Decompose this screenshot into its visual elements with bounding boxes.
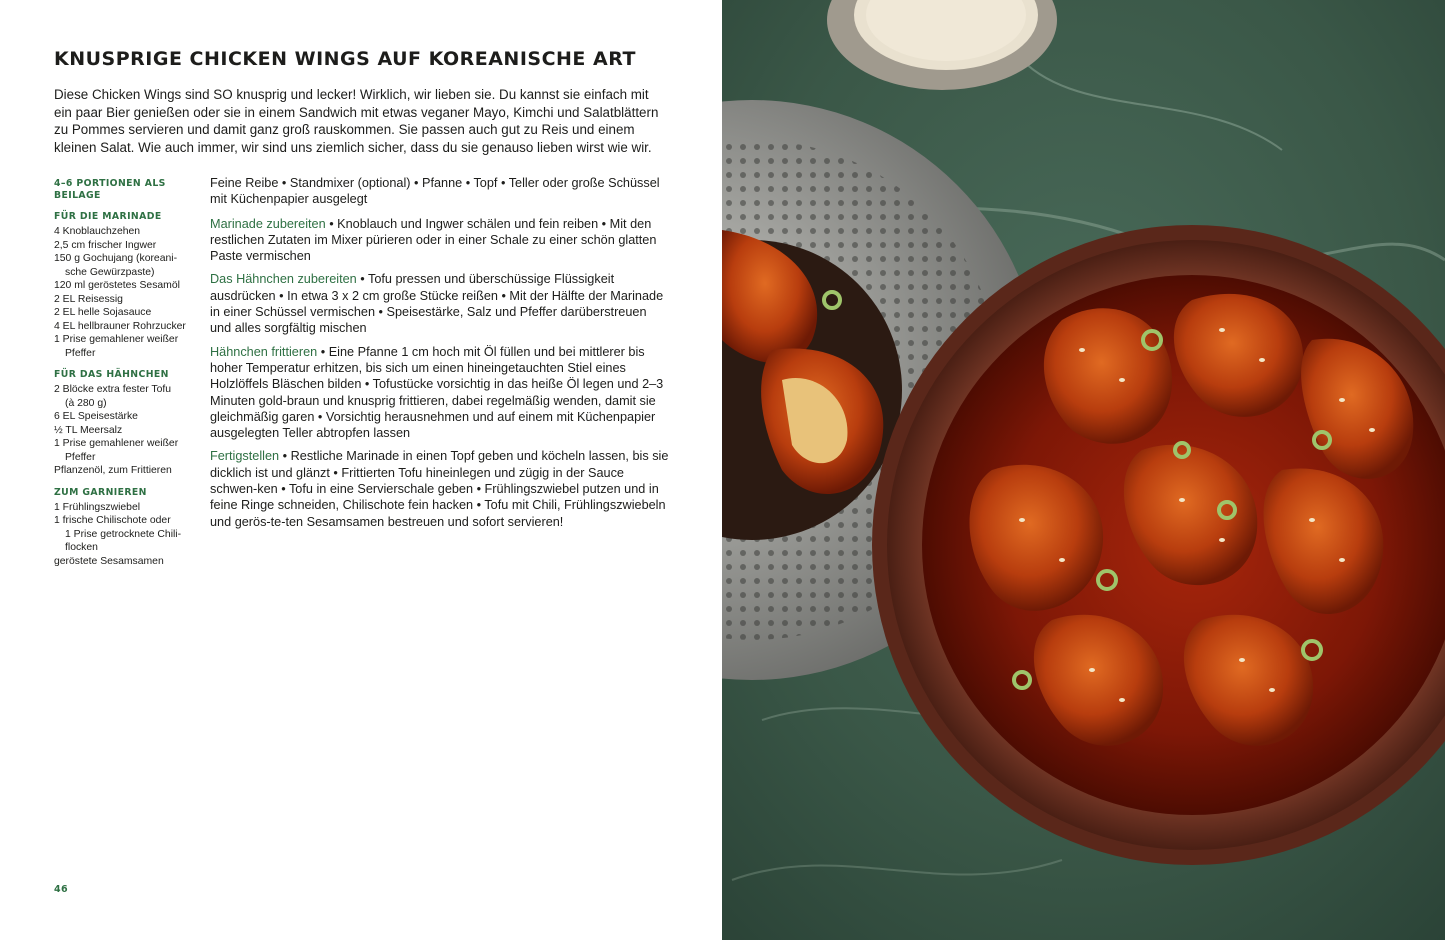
method-step [210, 216, 670, 265]
ingredient-item: 2 Blöcke extra fester Tofu [54, 384, 172, 395]
step-label: Fertigstellen [210, 449, 280, 464]
recipe-intro: Diese Chicken Wings sind SO knusprig und lecker! Wirklich, wir lieben sie. Du kannst sie einfach mit ein paar Bier genießen oder sie in einem Sandwich mit etwas veganer Mayo, Kimchi und Salatblättern zu Pommes servieren und damit ganz groß rauskommen. Sie passen auch gut zu Reis und einem kleinen Salat. Wie auch immer, wir sind uns ziemlich sicher, dass du sie genauso lieben wirst wie wir. [54, 87, 659, 155]
ingredient-item: 6 EL Speisestärke [54, 411, 138, 422]
step-text: • Eine Pfanne 1 cm hoch mit Öl füllen und bei mittlerer bis hoher Temperatur erhitzen, bis sich um einen hineingetauchten Stiel eines Holzlöffels Bläschen bilden • Tofustücke vorsichtig in das heiße Öl legen und 2–3 Minuten gold-braun und knusprig frittieren, dabei regelmäßig wenden, damit sie gleichmäßig garen • Vorsichtig herausnehmen und auf einem mit Küchenpapier ausgelegten Teller abtropfen lassen [210, 344, 664, 441]
ingredient-item: 1 Prise gemahlener weißer [54, 334, 179, 345]
ingredient-item: Pfeffer [65, 451, 96, 463]
step-label: Hähnchen frittieren [210, 344, 318, 359]
ingredient-list [54, 225, 199, 360]
food-photo [722, 0, 1445, 940]
equipment-list: Feine Reibe • Standmixer (optional) • Pfanne • Topf • Teller oder große Schüssel mit Küchenpapier ausgelegt [210, 176, 660, 207]
ingredient-item: geröstete Sesamsamen [54, 555, 164, 567]
ingredient-list [54, 383, 199, 478]
servings-block [54, 178, 199, 202]
ingredient-list [54, 501, 199, 569]
ingredient-item: sche Gewürzpaste) [65, 266, 155, 278]
step-text: • Tofu pressen und überschüssige Flüssigkeit ausdrücken • In etwa 3 x 2 cm große Stücke reißen • Mit der Hälfte der Marinade in einer Schüssel vermischen • Speisestärke, Salz und Pfeffer darüberstreuen und alles sorgfältig mischen [210, 272, 664, 336]
ingredient-item: Pfeffer [65, 347, 96, 359]
ingredient-item: flocken [65, 542, 98, 553]
ingredient-item: 1 Prise gemahlener weißer [54, 438, 179, 449]
step-label: Das Hähnchen zubereiten [210, 272, 357, 287]
ingredient-item: ½ TL Meersalz [54, 424, 123, 436]
left-page [0, 0, 722, 940]
step-label: Marinade zubereiten [210, 216, 326, 231]
ingredient-item: 1 Prise getrocknete Chili- [65, 528, 182, 540]
ingredient-group-heading: FÜR DIE MARINADE [54, 211, 162, 222]
method-step [210, 271, 670, 336]
ingredient-item: 1 Frühlingszwiebel [54, 501, 141, 513]
right-page [722, 0, 1445, 940]
ingredient-group-garnish [54, 487, 199, 569]
ingredient-group-heading: ZUM GARNIEREN [54, 486, 147, 498]
ingredients-column [54, 178, 199, 577]
ingredient-item: 120 ml geröstetes Sesamöl [54, 280, 180, 291]
ingredient-item: 4 Knoblauchzehen [54, 226, 141, 237]
ingredient-group-marinade [54, 211, 199, 360]
page-number: 46 [54, 884, 69, 895]
step-text: • Knoblauch und Ingwer schälen und fein reiben • Mit den restlichen Zutaten im Mixer pürieren oder in einer Schale zu einer schön glatten Paste vermischen [210, 216, 657, 264]
ingredient-item: 4 EL hellbrauner Rohrzucker [54, 320, 186, 332]
ingredient-item: 2,5 cm frischer Ingwer [54, 239, 157, 251]
method-step [210, 344, 670, 442]
ingredient-group-heading: FÜR DAS HÄHNCHEN [54, 369, 169, 380]
ingredient-item: Pflanzenöl, zum Frittieren [54, 465, 172, 476]
ingredient-item: 2 EL helle Sojasauce [54, 307, 152, 318]
ingredient-item: 2 EL Reisessig [54, 293, 123, 305]
method-column [210, 175, 670, 537]
ingredient-group-chicken [54, 369, 199, 478]
step-text: • Restliche Marinade in einen Topf geben und köcheln lassen, bis sie dicklich ist und glänzt • Frittierten Tofu hineinlegen und zügig in der Sauce schwen-ken • Tofu in eine Servierschale geben • Frühlingszwiebel putzen und in feine Ringe schneiden, Chilischote fein hacken • Tofu mit Chili, Frühlingszwiebeln und gerös-te-ten Sesamsamen bestreuen und sofort servieren! [210, 449, 669, 529]
method-step [210, 448, 670, 529]
ingredient-item: (à 280 g) [65, 397, 107, 409]
ingredient-item: 1 frische Chilischote oder [54, 515, 171, 526]
recipe-title: KNUSPRIGE CHICKEN WINGS AUF KOREANISCHE ART [54, 48, 636, 70]
ingredient-item: 150 g Gochujang (koreani- [54, 253, 178, 264]
servings: 4–6 PORTIONEN ALS BEILAGE [54, 178, 166, 201]
